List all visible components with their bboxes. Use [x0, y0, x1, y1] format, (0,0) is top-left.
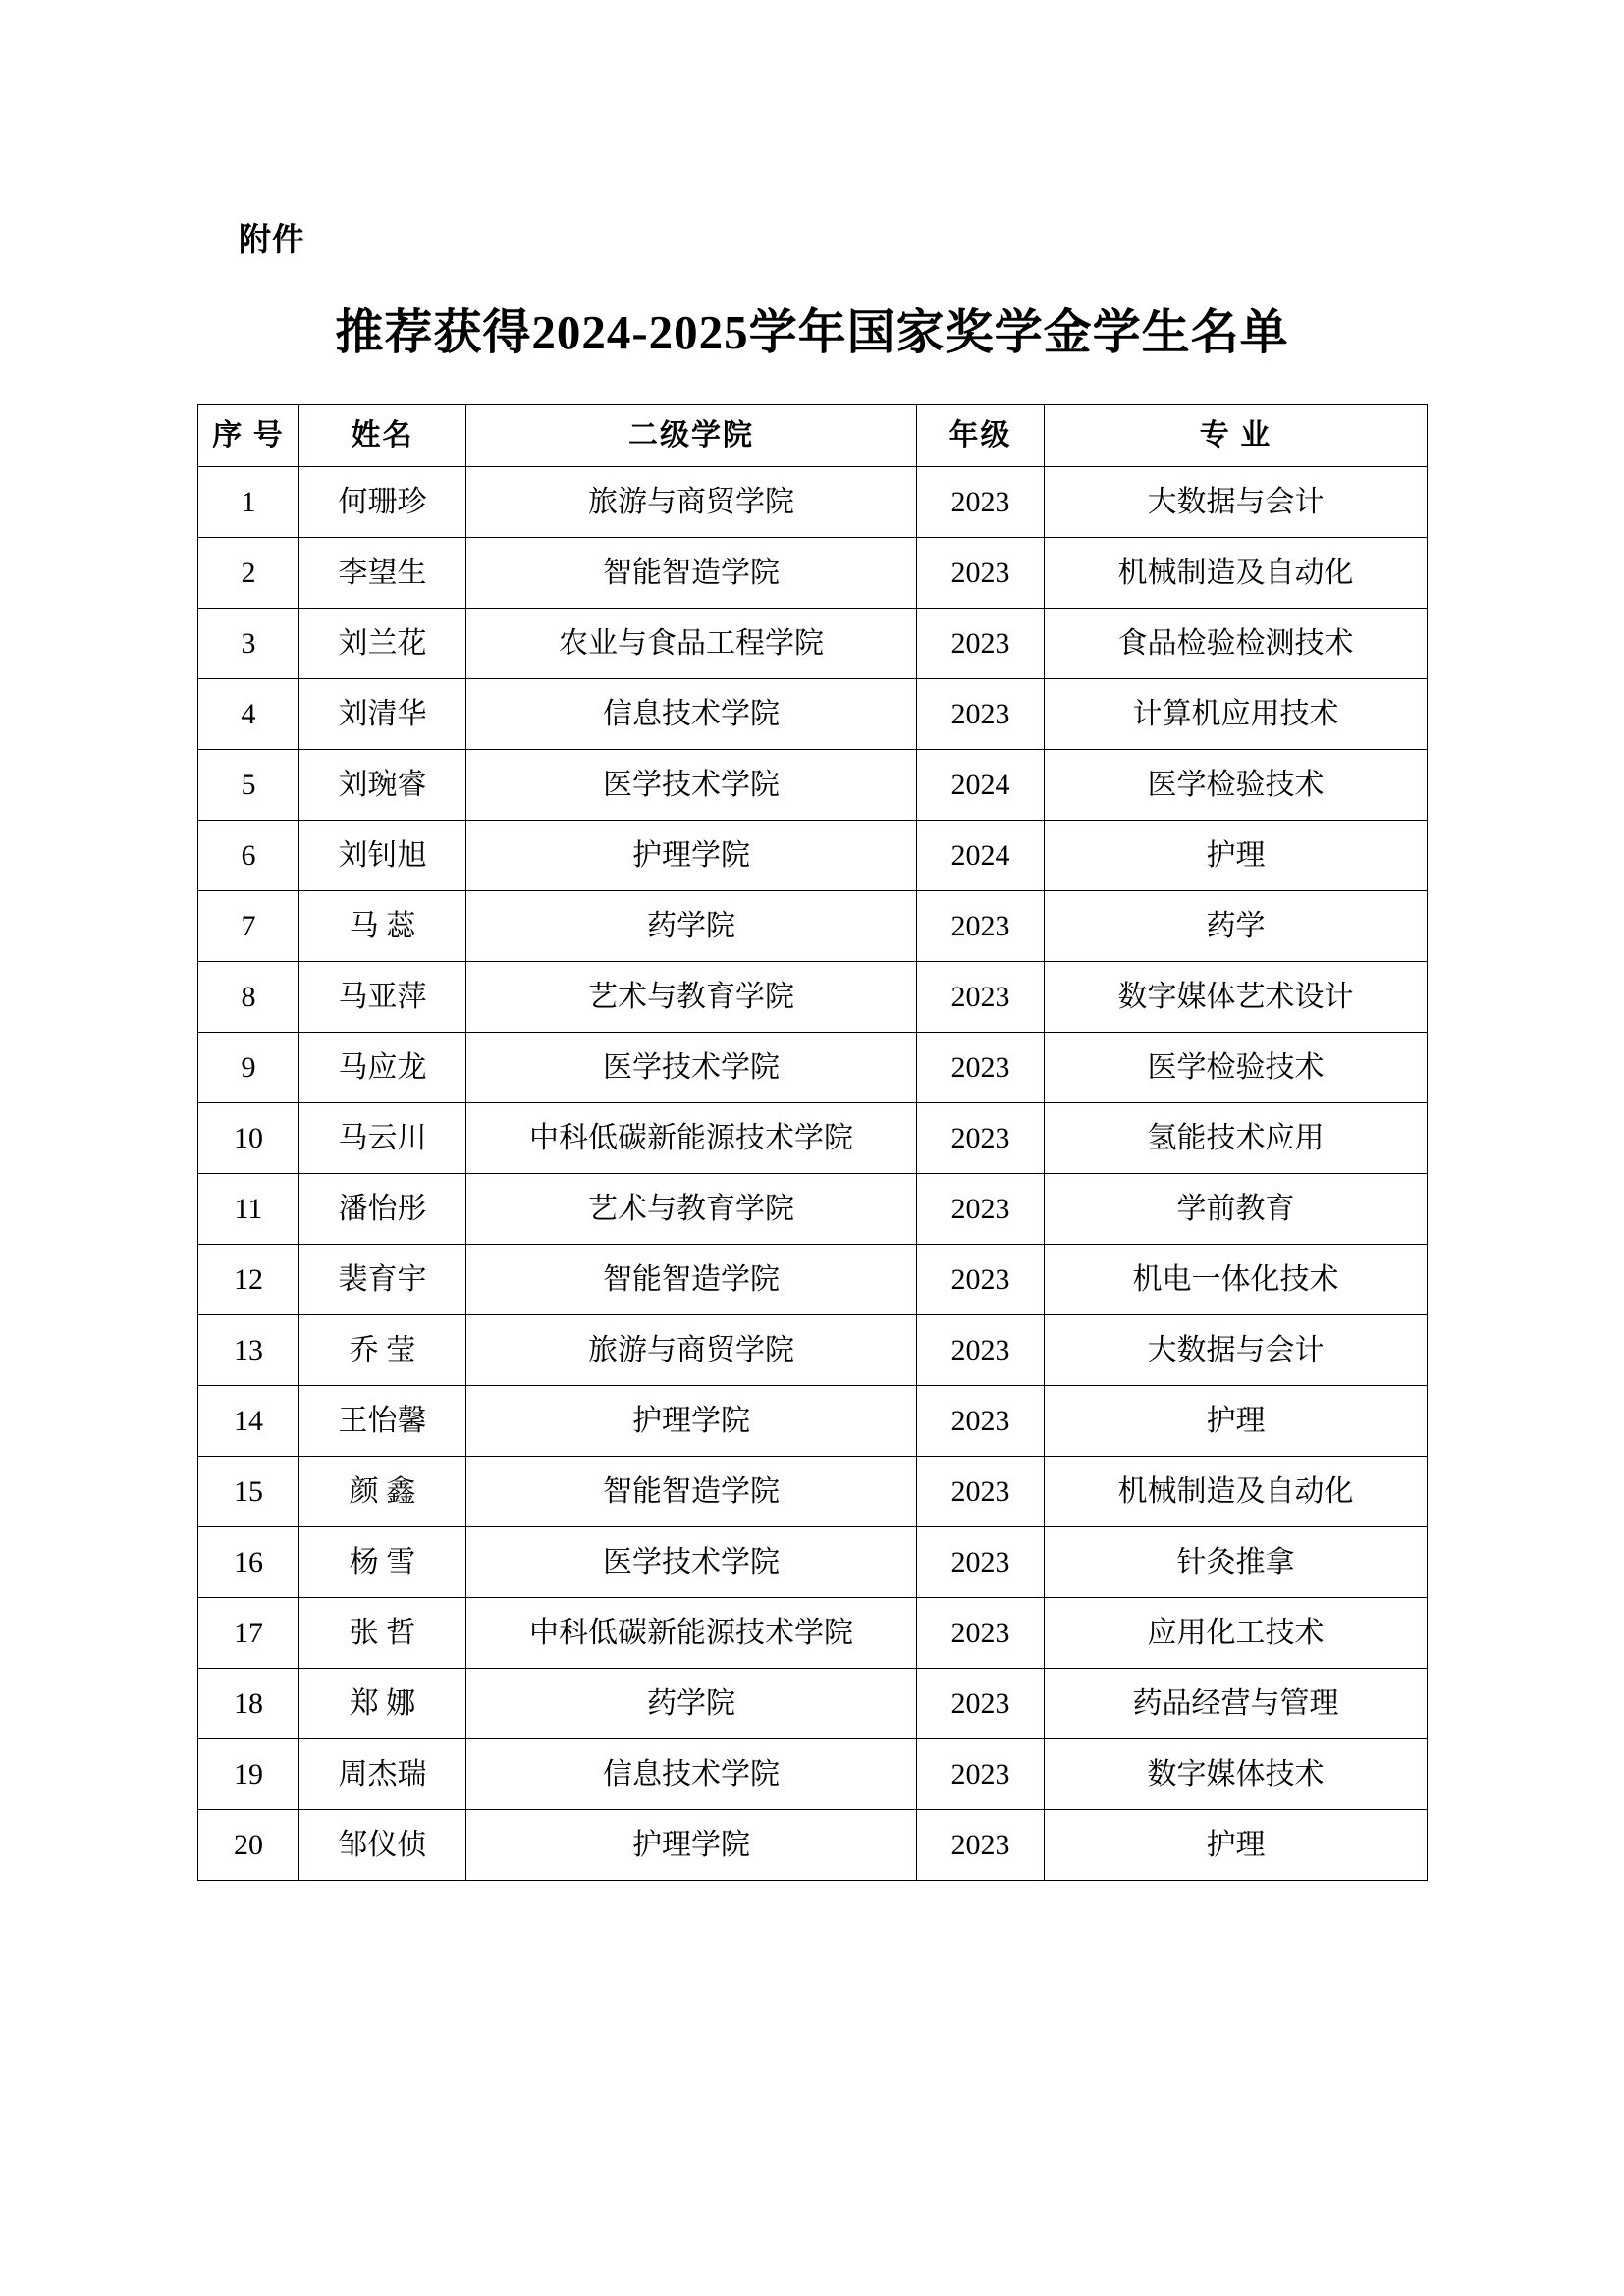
- cell-name: 刘清华: [299, 679, 466, 750]
- cell-index: 5: [198, 750, 299, 821]
- cell-name: 裴育宇: [299, 1245, 466, 1315]
- cell-name: 杨 雪: [299, 1527, 466, 1598]
- table-row: [198, 1315, 1428, 1386]
- cell-grade: 2023: [917, 1174, 1045, 1245]
- cell-name: 刘兰花: [299, 609, 466, 679]
- cell-name: 乔 莹: [299, 1315, 466, 1386]
- cell-college: 艺术与教育学院: [466, 962, 917, 1033]
- attachment-label: 附件: [239, 221, 305, 257]
- cell-major: 大数据与会计: [1045, 467, 1428, 538]
- cell-grade: 2023: [917, 1386, 1045, 1457]
- cell-index: 12: [198, 1245, 299, 1315]
- cell-major: 药学: [1045, 891, 1428, 962]
- cell-college: 医学技术学院: [466, 1033, 917, 1103]
- cell-name: 潘怡彤: [299, 1174, 466, 1245]
- cell-major: 护理: [1045, 1810, 1428, 1881]
- cell-grade: 2024: [917, 821, 1045, 891]
- cell-index: 20: [198, 1810, 299, 1881]
- cell-index: 9: [198, 1033, 299, 1103]
- cell-index: 11: [198, 1174, 299, 1245]
- cell-grade: 2023: [917, 891, 1045, 962]
- cell-name: 郑 娜: [299, 1669, 466, 1739]
- cell-college: 智能智造学院: [466, 1457, 917, 1527]
- cell-major: 计算机应用技术: [1045, 679, 1428, 750]
- cell-index: 18: [198, 1669, 299, 1739]
- table-row: [198, 1457, 1428, 1527]
- column-header-index: 序 号: [198, 405, 299, 467]
- column-header-grade: 年级: [917, 405, 1045, 467]
- cell-grade: 2023: [917, 609, 1045, 679]
- cell-college: 智能智造学院: [466, 538, 917, 609]
- cell-major: 机械制造及自动化: [1045, 538, 1428, 609]
- cell-index: 8: [198, 962, 299, 1033]
- cell-college: 医学技术学院: [466, 1527, 917, 1598]
- cell-college: 智能智造学院: [466, 1245, 917, 1315]
- cell-index: 1: [198, 467, 299, 538]
- cell-college: 农业与食品工程学院: [466, 609, 917, 679]
- cell-name: 马 蕊: [299, 891, 466, 962]
- cell-college: 护理学院: [466, 1386, 917, 1457]
- cell-grade: 2023: [917, 1245, 1045, 1315]
- cell-grade: 2023: [917, 1315, 1045, 1386]
- cell-college: 信息技术学院: [466, 679, 917, 750]
- cell-grade: 2023: [917, 679, 1045, 750]
- cell-major: 护理: [1045, 821, 1428, 891]
- scholarship-roster-table: [197, 404, 1428, 1881]
- cell-major: 食品检验检测技术: [1045, 609, 1428, 679]
- cell-index: 10: [198, 1103, 299, 1174]
- cell-grade: 2023: [917, 1598, 1045, 1669]
- cell-college: 中科低碳新能源技术学院: [466, 1598, 917, 1669]
- cell-major: 机电一体化技术: [1045, 1245, 1428, 1315]
- table-row: [198, 679, 1428, 750]
- cell-major: 医学检验技术: [1045, 1033, 1428, 1103]
- table-row: [198, 891, 1428, 962]
- cell-major: 学前教育: [1045, 1174, 1428, 1245]
- cell-grade: 2024: [917, 750, 1045, 821]
- cell-name: 邹仪侦: [299, 1810, 466, 1881]
- cell-major: 医学检验技术: [1045, 750, 1428, 821]
- cell-major: 护理: [1045, 1386, 1428, 1457]
- cell-major: 数字媒体艺术设计: [1045, 962, 1428, 1033]
- table-row: [198, 1669, 1428, 1739]
- table-row: [198, 1386, 1428, 1457]
- cell-grade: 2023: [917, 1810, 1045, 1881]
- table-row: [198, 1810, 1428, 1881]
- cell-college: 药学院: [466, 891, 917, 962]
- cell-name: 刘琬睿: [299, 750, 466, 821]
- table-row: [198, 538, 1428, 609]
- cell-grade: 2023: [917, 962, 1045, 1033]
- cell-grade: 2023: [917, 1103, 1045, 1174]
- column-header-major: 专 业: [1045, 405, 1428, 467]
- cell-major: 氢能技术应用: [1045, 1103, 1428, 1174]
- cell-grade: 2023: [917, 538, 1045, 609]
- cell-name: 李望生: [299, 538, 466, 609]
- table-row: [198, 962, 1428, 1033]
- cell-grade: 2023: [917, 1739, 1045, 1810]
- cell-major: 药品经营与管理: [1045, 1669, 1428, 1739]
- cell-name: 刘钊旭: [299, 821, 466, 891]
- cell-college: 信息技术学院: [466, 1739, 917, 1810]
- table-row: [198, 1174, 1428, 1245]
- column-header-college: 二级学院: [466, 405, 917, 467]
- table-row: [198, 821, 1428, 891]
- cell-name: 张 哲: [299, 1598, 466, 1669]
- cell-college: 中科低碳新能源技术学院: [466, 1103, 917, 1174]
- cell-major: 机械制造及自动化: [1045, 1457, 1428, 1527]
- cell-college: 艺术与教育学院: [466, 1174, 917, 1245]
- table-row: [198, 1245, 1428, 1315]
- cell-name: 马云川: [299, 1103, 466, 1174]
- cell-major: 应用化工技术: [1045, 1598, 1428, 1669]
- cell-index: 2: [198, 538, 299, 609]
- cell-major: 数字媒体技术: [1045, 1739, 1428, 1810]
- cell-index: 16: [198, 1527, 299, 1598]
- cell-college: 护理学院: [466, 1810, 917, 1881]
- cell-index: 6: [198, 821, 299, 891]
- table-row: [198, 1527, 1428, 1598]
- cell-name: 周杰瑞: [299, 1739, 466, 1810]
- page-title: 推荐获得2024-2025学年国家奖学金学生名单: [335, 305, 1289, 359]
- table-row: [198, 609, 1428, 679]
- cell-name: 马亚萍: [299, 962, 466, 1033]
- cell-index: 17: [198, 1598, 299, 1669]
- cell-grade: 2023: [917, 1669, 1045, 1739]
- column-header-name: 姓名: [299, 405, 466, 467]
- cell-index: 14: [198, 1386, 299, 1457]
- cell-grade: 2023: [917, 1527, 1045, 1598]
- cell-index: 3: [198, 609, 299, 679]
- table-row: [198, 1103, 1428, 1174]
- cell-name: 王怡馨: [299, 1386, 466, 1457]
- cell-grade: 2023: [917, 467, 1045, 538]
- cell-college: 医学技术学院: [466, 750, 917, 821]
- cell-college: 旅游与商贸学院: [466, 1315, 917, 1386]
- cell-major: 针灸推拿: [1045, 1527, 1428, 1598]
- cell-grade: 2023: [917, 1033, 1045, 1103]
- cell-college: 护理学院: [466, 821, 917, 891]
- table-row: [198, 1033, 1428, 1103]
- cell-index: 4: [198, 679, 299, 750]
- cell-index: 19: [198, 1739, 299, 1810]
- table-row: [198, 1739, 1428, 1810]
- table-row: [198, 1598, 1428, 1669]
- cell-name: 颜 鑫: [299, 1457, 466, 1527]
- cell-college: 旅游与商贸学院: [466, 467, 917, 538]
- cell-name: 何珊珍: [299, 467, 466, 538]
- cell-major: 大数据与会计: [1045, 1315, 1428, 1386]
- cell-index: 15: [198, 1457, 299, 1527]
- cell-grade: 2023: [917, 1457, 1045, 1527]
- table-row: [198, 467, 1428, 538]
- table-header-row: [198, 405, 1428, 467]
- table-row: [198, 750, 1428, 821]
- cell-index: 13: [198, 1315, 299, 1386]
- cell-college: 药学院: [466, 1669, 917, 1739]
- cell-index: 7: [198, 891, 299, 962]
- cell-name: 马应龙: [299, 1033, 466, 1103]
